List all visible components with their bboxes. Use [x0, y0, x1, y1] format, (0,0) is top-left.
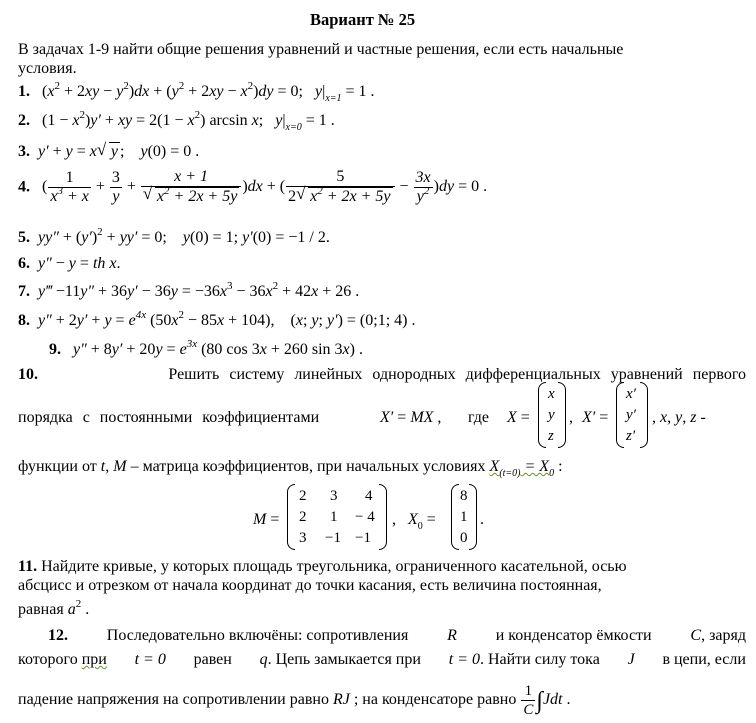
problem-11-line-2: абсцисс и отрезком от начала координат до точки касания, есть величина постоянная,	[18, 577, 602, 594]
problem-11-line-1	[18, 557, 627, 577]
label-xprime-equals: X′ =	[582, 409, 609, 426]
problem-text: функции от	[18, 458, 97, 475]
problem-10-line-2	[18, 408, 319, 428]
problem-7	[18, 282, 359, 303]
vector-cell: z′	[626, 428, 636, 444]
equation: $y'' + 2y' + y = e^{4x}$ $(50x^2 - 85x + 104)$, (x; y; y′) = (0;1; 4) .	[38, 309, 416, 329]
problem-text: при	[81, 651, 107, 668]
vector-x0	[451, 484, 477, 550]
vector-cell: z	[548, 428, 554, 444]
problem-text: и конденсатор ёмкости	[495, 627, 652, 644]
problem-text: в цепи, если	[662, 651, 746, 668]
equation: y″ − y = th x.	[38, 255, 121, 272]
comma: ,	[569, 409, 573, 426]
problem-2	[18, 111, 335, 133]
vector-cell: 0	[460, 530, 468, 546]
problem-text: , заряд	[701, 627, 746, 644]
equation: y′ + y = x√ y ; y(0) = 0 .	[34, 143, 199, 160]
matrix-cell: −1	[325, 530, 341, 546]
problem-number: 9.	[49, 341, 61, 358]
problem-number: 7.	[18, 283, 30, 300]
equation-xprime-mx: X′ = MX ,	[380, 409, 442, 426]
equation: $yy'' + (y')^2 + yy' = 0$; y(0) = 1; y′(0) = −1 / 2.	[38, 226, 330, 246]
problem-text: ; на конденсаторе равно	[353, 691, 517, 709]
period: .	[480, 511, 484, 528]
problem-text: Найдите кривые, у которых площадь треугольника, ограниченного касательной, осью	[41, 558, 627, 575]
problem-10-line-3: функции от t, M – матрица коэффициентов, при начальных условиях $X_{(t=0)} = X_0$ :	[18, 458, 563, 479]
problem-5	[18, 228, 330, 249]
problem-11-line-3: равная $a^2$ .	[18, 598, 90, 618]
problem-text: которого	[18, 651, 78, 668]
matrix-cell: − 4	[355, 509, 375, 525]
problem-text: . Цепь замыкается при	[267, 651, 421, 668]
matrix-cell: 2	[299, 509, 307, 525]
vector-cell: 1	[460, 509, 468, 525]
matrix-m	[287, 484, 387, 550]
vector-cell: 8	[460, 488, 468, 504]
matrix-cell: −1	[355, 530, 371, 546]
problem-text: порядка с постоянными коэффициентами	[18, 409, 320, 426]
problem-text: падение напряжения на сопротивлении равно	[18, 691, 329, 709]
word-where: где	[468, 409, 490, 426]
problem-text: Решить систему линейных однородных дифференциальных уравнений первого	[168, 366, 746, 383]
vector-cell: x′	[626, 386, 636, 402]
problem-text: Последовательно включёны: сопротивления	[106, 627, 409, 644]
problem-number: 3.	[18, 143, 30, 160]
matrix-cell: 4	[365, 488, 373, 504]
intro-line-2: условия.	[18, 60, 77, 77]
vector-cell: x	[548, 386, 555, 402]
problem-number: 1.	[18, 83, 30, 100]
vars-xyz: , x, y, z -	[652, 409, 706, 426]
label-x-equals: X =	[507, 409, 530, 426]
equation: ( $\frac{1}{x^3 + x}$ + $\frac{3}{y}$ + x + 1 √ $x^2 + 2x + 5y$ )dx + ( $\frac{5}{2√ x^2 + 2x + 5y}$ − $\frac{3x}{y^2}$ )dy = 0 .	[34, 168, 487, 207]
problem-number: 6.	[18, 255, 30, 272]
problem-4	[18, 168, 487, 207]
problem-text: равная	[18, 601, 64, 618]
vector-x	[538, 382, 566, 448]
equation: $(1 - x^2)y'$ + xy = $2(1 - x^2)$ arcsin x; $y|_{x=0} = 1$ .	[34, 109, 335, 133]
problem-number: 12.	[48, 627, 68, 644]
problem-12-line-2: которого при t = 0 равен q. Цепь замыкается при t = 0. Найти силу тока J в цепи, если	[18, 651, 746, 668]
matrix-cell: 1	[330, 509, 338, 525]
matrix-cell: 3	[299, 530, 307, 546]
page-title: Вариант № 25	[310, 10, 416, 29]
problem-3	[18, 142, 199, 162]
problem-12-line-1: 12. Последовательно включёны: сопротивления R и конденсатор ёмкости C, заряд	[48, 627, 746, 644]
label-x0-equals: , $X_0$ =	[392, 511, 436, 532]
equation: y‴ $-11y'' + 36y' - 36y = -36x^3 - 36x^2 + 42x + 26$ .	[38, 280, 360, 300]
label-m-equals: M =	[253, 511, 280, 528]
problem-6	[18, 254, 120, 274]
matrix-cell: 3	[330, 488, 338, 504]
problem-12-line-3: падение напряжения на сопротивлении равно RJ ; на конденсаторе равно $\frac{1}{C}$ ∫Jdt .	[18, 683, 571, 718]
problem-number: 2.	[18, 112, 30, 129]
problem-8	[18, 311, 415, 332]
equation: $(x^2 + 2xy - y^2)dx + (y^2 + 2xy - x^2)dy = 0$; $y|_{x=1} = 1$ .	[34, 80, 375, 104]
problem-number: 4.	[18, 178, 30, 196]
problem-9	[49, 340, 363, 361]
equation: $y'' + 8y' + 20y = e^{3x}$ (80 cos 3x + 260 sin 3x) .	[73, 338, 363, 358]
problem-number: 8.	[18, 312, 30, 329]
problem-number: 10.	[18, 366, 38, 383]
problem-text: – матрица коэффициентов, при начальных условиях	[130, 458, 486, 475]
problem-number: 5.	[18, 229, 30, 246]
matrix-cell: 2	[299, 488, 307, 504]
problem-number: 11.	[18, 558, 38, 575]
vector-xprime	[616, 382, 648, 448]
problem-1	[18, 82, 375, 104]
problem-text: . Найти силу тока	[479, 651, 600, 668]
intro-line-1: В задачах 1-9 найти общие решения уравнений и частные решения, если есть начальные	[18, 41, 624, 58]
vector-cell: y′	[626, 407, 636, 423]
initial-condition: $X_{(t=0)} = X_0$	[489, 458, 555, 479]
problem-text: равен	[193, 651, 232, 668]
vector-cell: y	[548, 407, 555, 423]
